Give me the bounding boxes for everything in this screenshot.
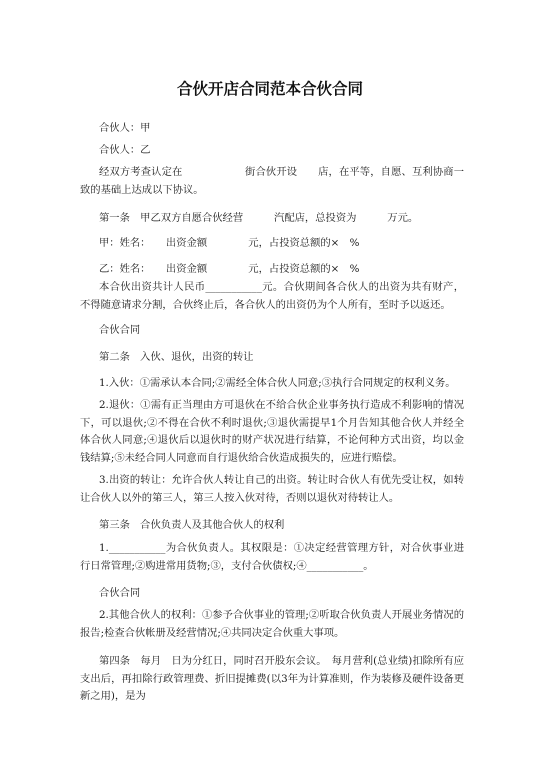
article-3: 第三条 合伙负责人及其他合伙人的权利 <box>99 519 285 531</box>
partner-a-contribution: 甲：姓名： 出资金额 元，占投资总额的× % <box>99 237 360 249</box>
withdraw-clause: 2.退伙：①需有正当理由方可退伙在不给合伙企业事务执行造成不利影响的情况下，可以退伙;②不得在合伙不利时退伙;③退伙需提早1个月告知其他合伙人并经全体合伙人同意;④退伙后以退伙时的财产状况进行结算，不论何种方式出资，均以金钱结算;⑤未经合同人同意而自行退伙给合伙造成损失的，应进行赔偿。 <box>80 399 464 464</box>
partner-a-line: 合伙人：甲 <box>99 122 151 134</box>
partner-b-line: 合伙人：乙 <box>99 144 151 156</box>
section-heading-contract-2: 合伙合同 <box>99 587 141 599</box>
join-clause: 1.入伙：①需承认本合同;②需经全体合伙人同意;③执行合同规定的权利义务。 <box>99 377 456 389</box>
manager-clause: 1.___________为合伙负责人。其权限是：①决定经营管理方针，对合伙事业进行日常管理;②购进常用货物;③，支付合伙债权;④___________。 <box>80 542 464 572</box>
document-title: 合伙开店合同范本合伙合同 <box>176 80 363 98</box>
article-1: 第一条 甲乙双方自愿合伙经营 汽配店，总投资为 万元。 <box>99 212 419 224</box>
partner-b-contribution: 乙：姓名： 出资金额 元，占投资总额的× % <box>99 263 360 275</box>
article-2: 第二条 入伙、退伙，出资的转让 <box>99 351 254 363</box>
other-partners-clause: 2.其他合伙人的权利：①参予合伙事业的管理;②听取合伙负责人开展业务情况的报告;检查合伙帐册及经营情况;④共同决定合伙重大事项。 <box>80 609 464 639</box>
section-heading-contract: 合伙合同 <box>99 324 141 336</box>
intro-paragraph: 经双方考查认定在 街合伙开设 店，在平等，自愿、互利协商一致的基础上达成以下协议。 <box>80 166 464 196</box>
article-4: 第四条 每月 日为分红日，同时召开股东会议。 每月营利(总业绩)扣除所有应支出后，再扣除行政管理费、折旧提摊费(以3年为计算准则，作为装修及硬件设备更新之用)，是为 <box>80 655 464 702</box>
transfer-clause: 3.出资的转让：允许合伙人转让自己的出资。转让时合伙人有优先受让权，如转让合伙人以外的第三人，第三人按入伙对待，否则以退伙对待转让人。 <box>80 474 464 504</box>
capital-paragraph: 本合伙出资共计人民币___________元。合伙期间各合伙人的出资为共有财产，不得随意请求分割，合伙终止后，各合伙人的出资仍为个人所有，至时予以返还。 <box>80 281 464 311</box>
